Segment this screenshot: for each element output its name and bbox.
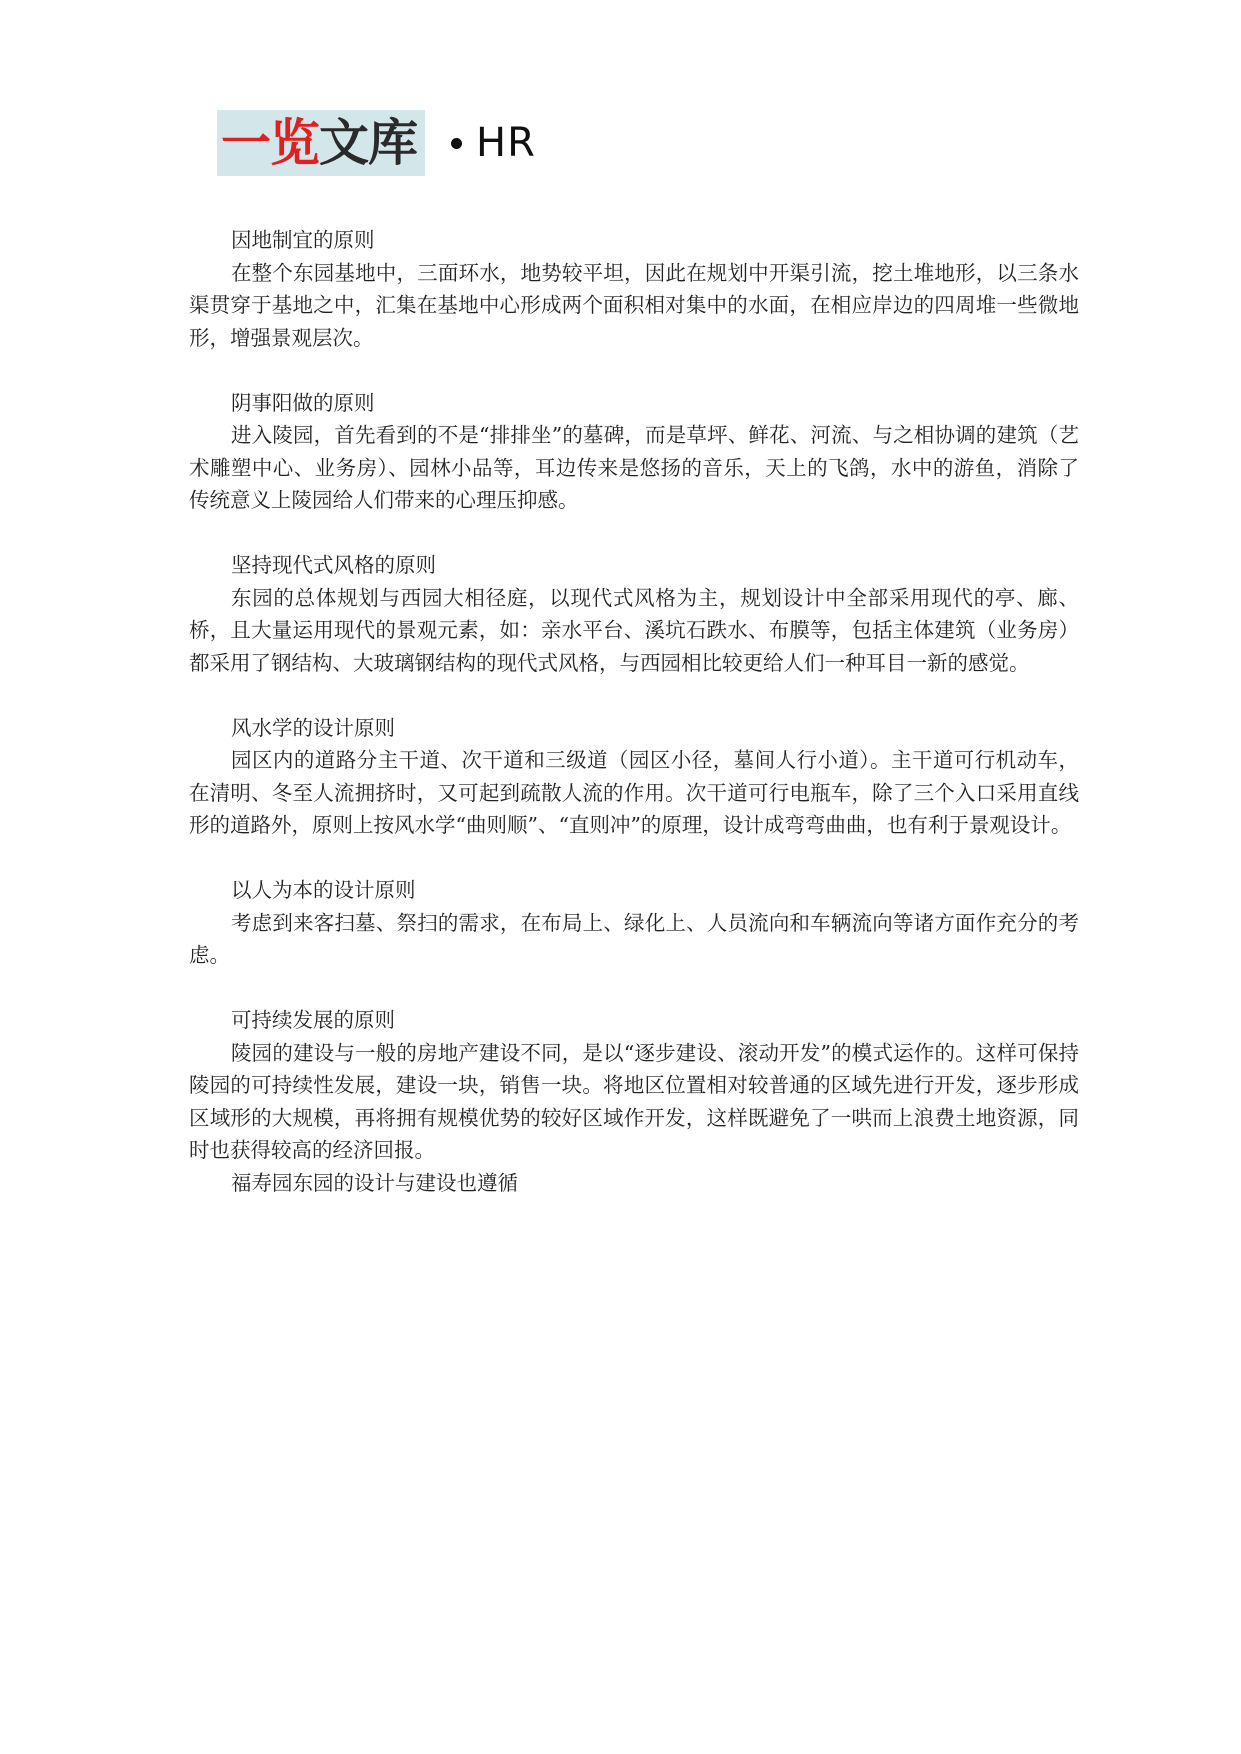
section-paragraph: 园区内的道路分主干道、次干道和三级道（园区小径，墓间人行小道）。主干道可行机动车，在清明、冬至人流拥挤时，又可起到疏散人流的作用。次干道可行电瓶车，除了三个入口采用直线形的道路外，原则上按风水学“曲则顺”、“直则冲”的原理，设计成弯弯曲曲，也有利于景观设计。 bbox=[189, 748, 1079, 837]
section-paragraph: 考虑到来客扫墓、祭扫的需求，在布局上、绿化上、人员流向和车辆流向等诸方面作充分的考虑。 bbox=[189, 910, 1079, 967]
section-heading: 阴事阳做的原则 bbox=[231, 390, 375, 415]
section-heading: 因地制宜的原则 bbox=[231, 228, 375, 252]
section-paragraph: 东园的总体规划与西园大相径庭，以现代式风格为主，规划设计中全部采用现代的亭、廊、桥，且大量运用现代的景观元素，如：亲水平台、溪坑石跌水、布膜等，包括主体建筑（业务房）都采用了钢结构、大玻璃钢结构的现代式风格，与西园相比较更给人们一种耳目一新的感觉。 bbox=[189, 585, 1079, 675]
section-heading: 风水学的设计原则 bbox=[231, 715, 395, 740]
section-local-conditions bbox=[189, 224, 1079, 354]
section-heading: 以人为本的设计原则 bbox=[231, 878, 416, 902]
logo-text-red: 一览 bbox=[221, 114, 319, 172]
section-paragraph: 在整个东园基地中，三面环水，地势较平坦，因此在规划中开渠引流，挖土堆地形，以三条水渠贯穿于基地之中，汇集在基地中心形成两个面积相对集中的水面，在相应岸边的四周堆一些微地形，增强景观层次。 bbox=[189, 260, 1079, 350]
section-heading: 坚持现代式风格的原则 bbox=[231, 553, 436, 577]
closing-line bbox=[189, 1167, 1079, 1200]
section-paragraph: 陵园的建设与一般的房地产建设不同，是以“逐步建设、滚动开发”的模式运作的。这样可保持陵园的可持续性发展，建设一块，销售一块。将地区位置相对较普通的区域先进行开发，逐步形成区域形的大规模，再将拥有规模优势的较好区域作开发，这样既避免了一哄而上浪费土地资源，同时也获得较高的经济回报。 bbox=[189, 1040, 1079, 1162]
document-body bbox=[189, 224, 1079, 1199]
closing-paragraph: 福寿园东园的设计与建设也遵循 bbox=[231, 1170, 518, 1195]
section-yin-yang bbox=[189, 387, 1079, 517]
logo bbox=[217, 110, 536, 176]
section-paragraph: 进入陵园，首先看到的不是“排排坐”的墓碑，而是草坪、鲜花、河流、与之相协调的建筑（艺术雕塑中心、业务房）、园林小品等，耳边传来是悠扬的音乐，天上的飞鸽，水中的游鱼，消除了传统意义上陵园给人们带来的心理压抑感。 bbox=[189, 423, 1079, 512]
section-modern-style bbox=[189, 549, 1079, 679]
section-fengshui bbox=[189, 712, 1079, 842]
section-people-oriented bbox=[189, 874, 1079, 972]
logo-suffix: HR bbox=[476, 120, 536, 166]
logo-mark bbox=[217, 110, 425, 176]
section-heading: 可持续发展的原则 bbox=[231, 1008, 395, 1032]
logo-dot-icon bbox=[451, 138, 462, 149]
logo-text-dark: 文库 bbox=[319, 114, 417, 172]
section-sustainable bbox=[189, 1004, 1079, 1167]
